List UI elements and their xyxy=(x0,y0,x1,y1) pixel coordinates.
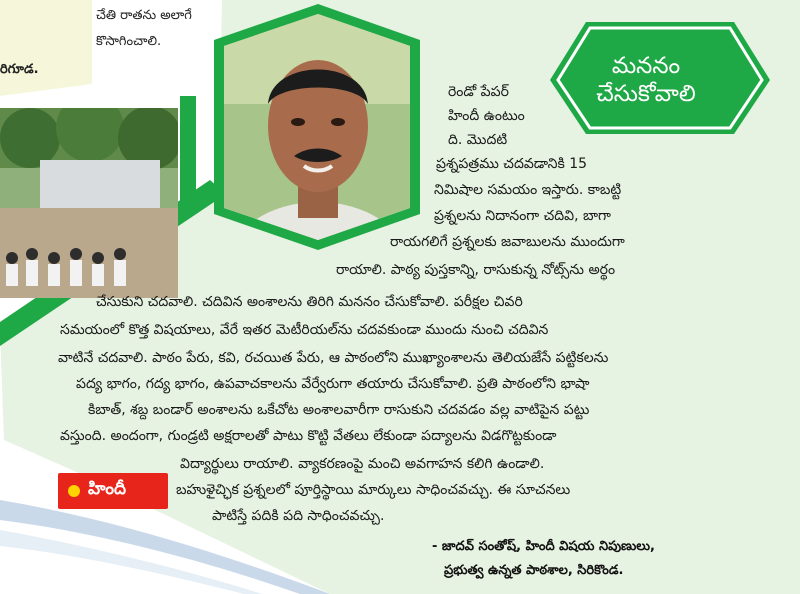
body-line: సమయంలో కొత్త విషయాలు, వేరే ఇతర మెటీరియల్‌ను చదవకుండా ముందు నుంచి చదివిన xyxy=(60,322,549,338)
body-line: చేసుకుని చదవాలి. చదివిన అంశాలను తిరిగి మననం చేసుకోవాలి. పరీక్షల చివరి xyxy=(96,294,523,310)
body-line: హిందీ ఉంటుం xyxy=(448,108,525,124)
body-line: వాటినే చదవాలి. పాఠం పేరు, కవి, రచయిత పేరు, ఆ పాఠంలోని ముఖ్యాంశాలను తెలియజేసే పట్టికలను xyxy=(58,350,609,366)
subject-label: హిందీ xyxy=(88,479,126,499)
body-line: బహుళైచ్ఛిక ప్రశ్నలలో పూర్తిస్థాయి మార్కులు సాధించవచ్చు. ఈ సూచనలు xyxy=(176,482,571,498)
previous-article-line: చేతి రాతను అలాగే xyxy=(96,8,192,23)
previous-article-fragment: రిగూడ. xyxy=(0,62,39,77)
previous-article-line: కొసాగించాలి. xyxy=(96,34,162,49)
body-line: ది. మొదటి xyxy=(448,132,508,148)
title-line: చేసుకోవాలి xyxy=(596,81,696,107)
author-credit: - జాదవ్ సంతోష్, హిందీ విషయ నిపుణులు, xyxy=(432,539,655,554)
body-line: రెండో పేపర్ xyxy=(448,84,509,100)
bullet-dot-icon xyxy=(68,485,80,497)
body-line: పాటిస్తే పదికి పది సాధించవచ్చు. xyxy=(212,508,385,524)
subject-tag xyxy=(58,473,168,509)
body-line: రాయాలి. పాఠ్య పుస్తకాన్ని, రాసుకున్న నోట్స్‌ను అర్థం xyxy=(336,262,616,278)
body-line: నిమిషాల సమయం ఇస్తారు. కాబట్టి xyxy=(434,182,622,198)
body-line: వస్తుంది. అందంగా, గుండ్రటి అక్షరాలతో పాటు కొట్టి వేతలు లేకుండా పద్యాలను విడగొట్టకుండా xyxy=(60,428,557,444)
title-line: మననం xyxy=(611,53,681,79)
body-line: రాయగలిగే ప్రశ్నలకు జవాబులను ముందుగా xyxy=(390,234,625,250)
body-line: విద్యార్థులు రాయాలి. వ్యాకరణంపై మంచి అవగాహన కలిగి ఉండాలి. xyxy=(180,456,545,472)
article-title xyxy=(556,46,736,114)
body-line: పద్య భాగం, గద్య భాగం, ఉపవాచకాలను వేర్వేరుగా తయారు చేసుకోవాలి. ప్రతి పాఠంలోని భాషా xyxy=(76,376,590,392)
body-line: ప్రశ్నలను నిదానంగా చదివి, బాగా xyxy=(434,208,611,224)
body-line: ప్రశ్నపత్రము చదవడానికి 15 xyxy=(436,156,588,172)
body-line: కిబాత్, శబ్ద బండార్ అంశాలను ఒకేచోట అంశాలవారీగా రాసుకుని చదవడం వల్ల వాటిపైన పట్టు xyxy=(88,402,590,418)
author-credit-school: ప్రభుత్వ ఉన్నత పాఠశాల, సిరికొండ. xyxy=(444,563,624,578)
